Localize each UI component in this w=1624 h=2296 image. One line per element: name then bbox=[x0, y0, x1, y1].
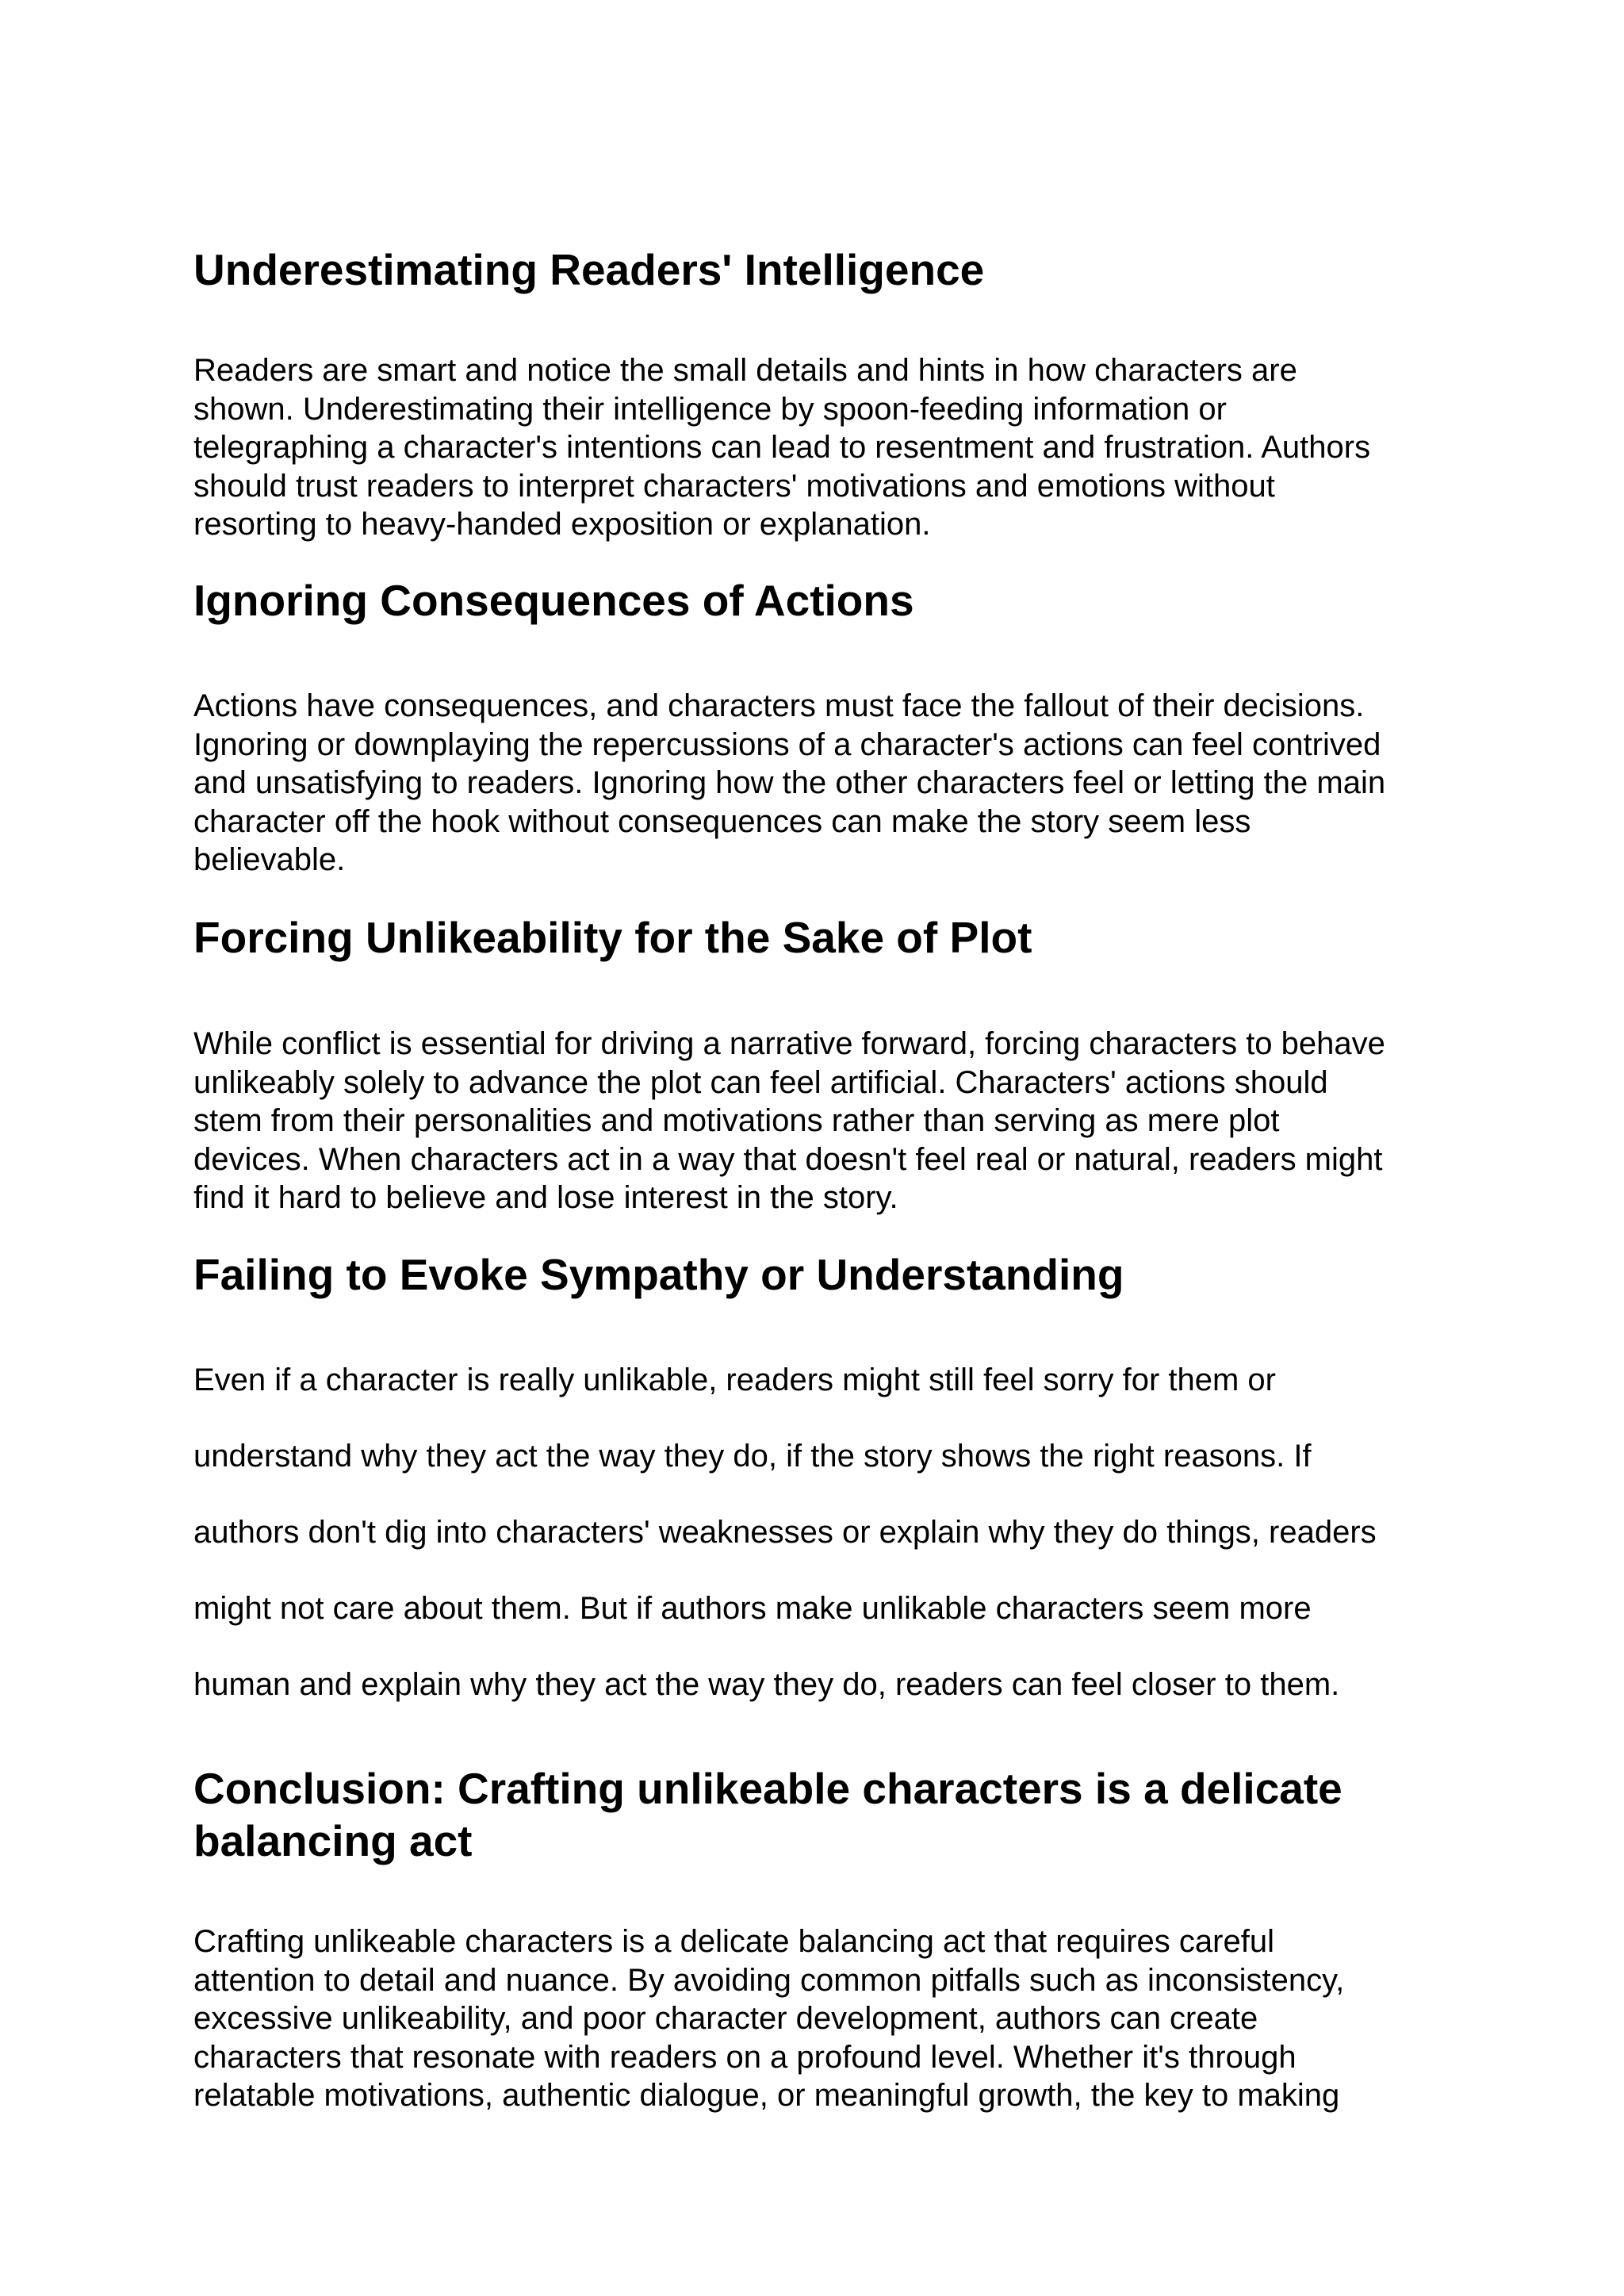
section-heading: Failing to Evoke Sympathy or Understanding bbox=[193, 1250, 1124, 1299]
paragraph-line: human and explain why they act the way they do, readers can feel closer to them. bbox=[193, 1667, 1340, 1702]
paragraph-line: Readers are smart and notice the small details and hints in how characters are bbox=[193, 353, 1297, 388]
paragraph-line: resorting to heavy-handed exposition or explanation. bbox=[193, 507, 931, 542]
paragraph-line: Ignoring or downplaying the repercussions of a character's actions can feel contrived bbox=[193, 726, 1381, 762]
section-paragraph bbox=[193, 1342, 1494, 1723]
section-paragraph bbox=[193, 687, 1494, 880]
paragraph-line: stem from their personalities and motivations rather than serving as mere plot bbox=[193, 1103, 1280, 1138]
paragraph-line: should trust readers to interpret characters' motivations and emotions without bbox=[193, 468, 1275, 504]
paragraph-line: shown. Underestimating their intelligence by spoon-feeding information or bbox=[193, 391, 1227, 427]
paragraph-line: unlikeably solely to advance the plot can feel artificial. Characters' actions should bbox=[193, 1064, 1328, 1100]
section-heading bbox=[193, 1762, 1462, 1867]
paragraph-line: character off the hook without consequences can make the story seem less bbox=[193, 803, 1251, 839]
paragraph-line: find it hard to believe and lose interest in the story. bbox=[193, 1180, 898, 1215]
paragraph-line: believable. bbox=[193, 842, 346, 877]
section-paragraph bbox=[193, 1922, 1494, 2115]
paragraph-line: characters that resonate with readers on a profound level. Whether it's through bbox=[193, 2039, 1297, 2075]
section-heading: Forcing Unlikeability for the Sake of Plot bbox=[193, 913, 1032, 962]
paragraph-line: might not care about them. But if authors make unlikable characters seem more bbox=[193, 1591, 1312, 1626]
paragraph-line: Crafting unlikeable characters is a delicate balancing act that requires careful bbox=[193, 1924, 1274, 1959]
heading-line: Conclusion: Crafting unlikeable characters is a delicate bbox=[193, 1764, 1342, 1813]
paragraph-line: telegraphing a character's intentions can lead to resentment and frustration. Authors bbox=[193, 430, 1371, 465]
paragraph-line: and unsatisfying to readers. Ignoring how the other characters feel or letting the main bbox=[193, 765, 1386, 800]
section-paragraph bbox=[193, 1025, 1494, 1217]
paragraph-line: understand why they act the way they do, if the story shows the right reasons. If bbox=[193, 1439, 1312, 1474]
paragraph-line: Even if a character is really unlikable, readers might still feel sorry for them or bbox=[193, 1363, 1276, 1397]
paragraph-line: Actions have consequences, and characters must face the fallout of their decisions. bbox=[193, 688, 1365, 723]
section-heading: Ignoring Consequences of Actions bbox=[193, 576, 914, 625]
paragraph-line: attention to detail and nuance. By avoiding common pitfalls such as inconsistency, bbox=[193, 1962, 1345, 1998]
paragraph-line: While conflict is essential for driving a narrative forward, forcing characters to behave bbox=[193, 1026, 1385, 1061]
heading-line: balancing act bbox=[193, 1816, 473, 1865]
paragraph-line: excessive unlikeability, and poor character development, authors can create bbox=[193, 2001, 1258, 2036]
section-paragraph bbox=[193, 351, 1494, 544]
paragraph-line: relatable motivations, authentic dialogue, or meaningful growth, the key to making bbox=[193, 2078, 1340, 2113]
paragraph-line: devices. When characters act in a way that doesn't feel real or natural, readers might bbox=[193, 1141, 1383, 1177]
section-heading: Underestimating Readers' Intelligence bbox=[193, 245, 985, 294]
paragraph-line: authors don't dig into characters' weaknesses or explain why they do things, readers bbox=[193, 1515, 1377, 1550]
